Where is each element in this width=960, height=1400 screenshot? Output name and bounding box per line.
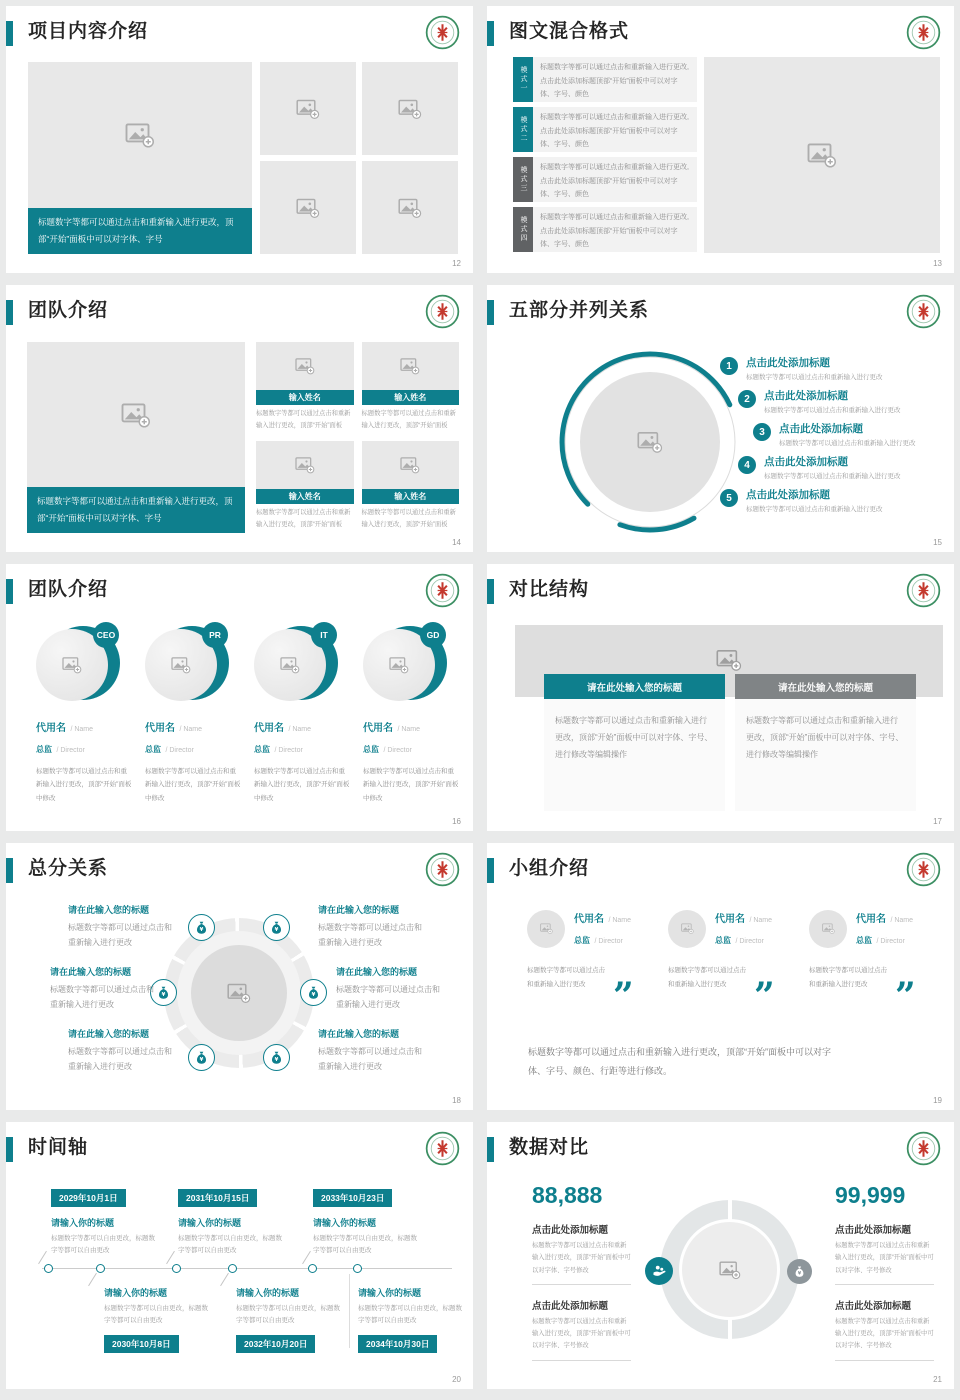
member-text: 标题数字等都可以通过点击和重新输入进行更改，顶部“开始”面板 [256,508,351,528]
section-text: 标题数字等都可以通过点击和重新输入进行更改，顶部“开始”面板中可以对字体、字号修改 [835,1316,934,1361]
timeline-event [104,1286,222,1353]
image-add-icon [681,922,694,935]
university-logo-icon [425,294,460,329]
item-text: 标题数字等都可以通过点击和重新输入进行更改 [746,374,883,381]
image-add-icon [295,455,315,475]
column-header: 请在此处输入您的标题 [735,674,916,699]
member-card [362,342,460,432]
block-text: 标题数字等都可以通过点击和重新输入进行更改 [318,1047,422,1072]
number-badge: 5 [720,489,738,507]
timeline-event [178,1188,296,1258]
mode-tab: 模式四 [513,207,533,252]
numbered-item [720,487,916,513]
member-text: 标题数字等都可以通过点击和重新输入进行更改，顶部“开始”面板中修改 [254,768,350,802]
slide-title: 对比结构 [509,579,590,600]
stat-section [532,1222,631,1285]
event-date: 2029年10月1日 [51,1189,126,1207]
timeline-event [313,1188,431,1258]
slide-title: 数据对比 [509,1137,590,1158]
role-badge: PR [202,622,228,648]
numbered-item [753,421,916,447]
role-badge: GD [420,622,446,648]
title-accent-bar [487,579,494,604]
university-logo-icon [906,15,941,50]
page-number: 12 [452,259,461,268]
title-accent-bar [487,300,494,325]
event-text: 标题数字等都可以自由更改，标题数字等都可以自由更改 [236,1305,340,1325]
slide-title: 团队介绍 [28,579,109,600]
image-placeholder [362,441,460,489]
image-add-icon [295,356,315,376]
page-number: 15 [933,538,942,547]
block-heading: 请在此输入您的标题 [68,1029,150,1039]
block-text: 标题数字等都可以通过点击和重新输入进行更改 [68,1047,172,1072]
slide-five-parts[interactable] [487,285,954,552]
name-input-button: 输入姓名 [362,489,460,504]
stat-section [532,1298,631,1361]
image-add-icon [398,97,422,121]
slide-data-comparison[interactable] [487,1122,954,1389]
mode-text: 标题数字等都可以通过点击和重新输入进行更改,点击此处添加标题顶部“开始”面板中可以对字体、字号、颜色 [533,107,697,152]
image-placeholder-circle [580,372,720,512]
slide-title: 小组介绍 [509,858,590,879]
section-text: 标题数字等都可以通过点击和重新输入进行更改，顶部“开始”面板中可以对字体、字号修改 [532,1240,631,1285]
item-text: 标题数字等都可以通过点击和重新输入进行更改 [764,473,901,480]
section-heading: 点击此处添加标题 [532,1300,609,1312]
block-heading: 请在此输入您的标题 [318,905,400,915]
name-input-button: 输入姓名 [362,390,460,405]
numbered-item [720,355,916,381]
column-header: 请在此处输入您的标题 [544,674,725,699]
university-logo-icon [906,1131,941,1166]
member-text: 标题数字等都可以通过点击和重新输入进行更改，顶部“开始”面板 [361,508,456,528]
mode-text: 标题数字等都可以通过点击和重新输入进行更改,点击此处添加标题顶部“开始”面板中可以对字体、字号、颜色 [533,57,697,102]
member-name-en: / Name [608,917,632,924]
title-accent-bar [6,300,13,325]
column-body: 标题数字等都可以通过点击和重新输入进行更改，顶部“开始”面板中可以对字体、字号、进行修改等编辑操作 [735,699,916,811]
numbered-list [720,355,916,520]
image-add-icon [280,655,300,675]
title-accent-bar [487,858,494,883]
mode-row [513,207,697,252]
university-logo-icon [906,852,941,887]
section-text: 标题数字等都可以通过点击和重新输入进行更改，顶部“开始”面板中可以对字体、字号修改 [532,1316,631,1361]
event-text: 标题数字等都可以自由更改，标题数字等都可以自由更改 [51,1235,155,1255]
member-role-en: / Director [274,747,303,754]
section-heading: 点击此处添加标题 [532,1225,609,1236]
image-add-icon [719,1259,741,1281]
stat-number: 88,888 [532,1182,603,1208]
title-accent-bar [6,579,13,604]
timeline-dot [172,1264,181,1273]
member-card [256,441,354,531]
university-logo-icon [425,15,460,50]
section-heading: 点击此处添加标题 [835,1225,912,1236]
image-add-icon [400,455,420,475]
slide-hub-spoke[interactable] [6,843,473,1110]
avatar [145,626,231,706]
member-role: 总监 [363,745,379,754]
member-text: 标题数字等都可以通过点击和重新输入进行更改 [809,967,887,988]
slide-group-intro[interactable] [487,843,954,1110]
image-caption: 标题数字等都可以通过点击和重新输入进行更改，顶部“开始”面板中可以对字体、字号 [28,208,252,254]
member-text: 标题数字等都可以通过点击和重新输入进行更改，顶部“开始”面板中修改 [145,768,241,802]
numbered-item [738,388,916,414]
title-accent-bar [6,21,13,46]
member-text: 标题数字等都可以通过点击和重新输入进行更改，顶部“开始”面板 [361,410,456,429]
member-text: 标题数字等都可以通过点击和重新输入进行更改 [527,967,605,988]
image-add-icon [296,97,320,121]
name-input-button: 输入姓名 [256,390,354,405]
slide-title: 图文混合格式 [509,21,630,42]
event-text: 标题数字等都可以自由更改，标题数字等都可以自由更改 [358,1305,462,1325]
member-role-en: / Director [383,747,412,754]
quote-icon: ” [754,975,775,1017]
mode-row [513,107,697,152]
image-add-icon [398,196,422,220]
member-name: 代用名 [254,723,284,734]
timeline-dot [353,1264,362,1273]
timeline-dot [228,1264,237,1273]
image-add-icon [62,655,82,675]
image-add-icon [540,922,553,935]
member-name-en: / Name [890,917,914,924]
title-accent-bar [487,1137,494,1162]
block-text: 标题数字等都可以通过点击和重新输入进行更改 [318,923,422,948]
university-logo-icon [906,294,941,329]
slide-mixed-layout[interactable] [487,6,954,273]
event-heading: 请输入你的标题 [313,1218,377,1228]
image-add-icon [807,140,837,170]
member-role-en: / Director [594,938,623,945]
event-text: 标题数字等都可以自由更改，标题数字等都可以自由更改 [104,1305,208,1325]
mode-text: 标题数字等都可以通过点击和重新输入进行更改,点击此处添加标题顶部“开始”面板中可以对字体、字号、颜色 [533,207,697,252]
member-role-en: / Director [735,938,764,945]
section-heading: 点击此处添加标题 [835,1300,912,1312]
image-add-icon [171,655,191,675]
event-date: 2030年10月8日 [104,1335,179,1353]
avatar [36,626,122,706]
block-heading: 请在此输入您的标题 [50,967,132,977]
spoke-block [68,903,178,950]
page-number: 13 [933,259,942,268]
image-placeholder [704,57,940,253]
item-heading: 点击此处添加标题 [746,357,830,369]
timeline-dot [96,1264,105,1273]
member-columns [36,626,463,805]
event-date: 2032年10月20日 [236,1335,315,1353]
member-name: 代用名 [36,723,66,734]
page-number: 19 [933,1096,942,1105]
item-text: 标题数字等都可以通过点击和重新输入进行更改 [764,407,901,414]
item-heading: 点击此处添加标题 [779,423,863,435]
timeline-dot [44,1264,53,1273]
image-add-icon [121,400,151,430]
mode-tab: 模式二 [513,107,533,152]
mode-tab: 模式三 [513,157,533,202]
image-placeholder [256,441,354,489]
image-add-icon [227,981,251,1005]
member-card-grid [256,342,459,531]
money-bag-icon [263,1044,290,1071]
section-text: 标题数字等都可以通过点击和重新输入进行更改，顶部“开始”面板中可以对字体、字号修改 [835,1240,934,1285]
event-text: 标题数字等都可以自由更改，标题数字等都可以自由更改 [313,1235,417,1255]
member-role: 总监 [715,936,731,945]
member-name: 代用名 [715,914,745,925]
title-accent-bar [6,1137,13,1162]
image-caption: 标题数字等都可以通过点击和重新输入进行更改，顶部“开始”面板中可以对字体、字号 [27,487,245,533]
timeline-event [358,1286,473,1353]
quote-icon: ” [613,975,634,1017]
comparison-column-right [735,674,916,811]
avatar-photo-placeholder [527,910,565,948]
image-placeholder-circle [191,945,287,1041]
money-bag-icon [188,914,215,941]
spoke-block [68,1027,178,1074]
page-number: 14 [452,538,461,547]
slide-title: 团队介绍 [28,300,109,321]
stat-number: 99,999 [835,1182,906,1208]
numbered-item [738,454,916,480]
mode-tab: 模式一 [513,57,533,102]
image-placeholder [362,161,458,254]
member-card [362,441,460,531]
member-name-en: / Name [749,917,773,924]
item-text: 标题数字等都可以通过点击和重新输入进行更改 [746,506,883,513]
timeline-event [236,1286,354,1353]
university-logo-icon [906,573,941,608]
event-heading: 请输入你的标题 [236,1288,300,1298]
member-column [145,626,245,805]
member-role-en: / Director [165,747,194,754]
timeline-dot [308,1264,317,1273]
block-text: 标题数字等都可以通过点击和重新输入进行更改 [336,985,440,1010]
timeline-connector [220,1273,229,1286]
group-member [809,909,941,1017]
hand-coins-icon [645,1257,673,1285]
slide-project-content-intro[interactable] [6,6,473,273]
number-badge: 2 [738,390,756,408]
slide-team-intro-photos[interactable] [6,285,473,552]
image-placeholder [27,342,245,487]
slide-comparison[interactable] [487,564,954,831]
member-text: 标题数字等都可以通过点击和重新输入进行更改，顶部“开始”面板 [256,410,351,429]
item-text: 标题数字等都可以通过点击和重新输入进行更改 [779,440,916,447]
slide-team-intro-roles[interactable] [6,564,473,831]
quote-icon: ” [895,975,916,1017]
number-badge: 3 [753,423,771,441]
member-column [254,626,354,805]
stat-column-left [532,1182,631,1361]
image-placeholder [362,62,458,155]
member-role-en: / Director [876,938,905,945]
image-add-icon [637,429,663,455]
page-number: 21 [933,1375,942,1384]
university-logo-icon [425,852,460,887]
image-add-icon [389,655,409,675]
image-tile-grid [260,62,458,254]
event-date: 2033年10月23日 [313,1189,392,1207]
member-column [36,626,136,805]
event-heading: 请输入你的标题 [51,1218,115,1228]
member-card [256,342,354,432]
page-number: 20 [452,1375,461,1384]
avatar [254,626,340,706]
title-accent-bar [6,858,13,883]
image-placeholder [260,62,356,155]
member-role-en: / Director [56,747,85,754]
page-number: 18 [452,1096,461,1105]
image-placeholder [256,342,354,390]
image-placeholder [362,342,460,390]
item-heading: 点击此处添加标题 [764,390,848,402]
mode-list [513,57,697,252]
member-role: 总监 [254,745,270,754]
event-date: 2031年10月15日 [178,1189,257,1207]
image-placeholder [260,161,356,254]
group-member [527,909,659,1017]
block-heading: 请在此输入您的标题 [336,967,418,977]
university-logo-icon [425,1131,460,1166]
member-name: 代用名 [856,914,886,925]
block-heading: 请在此输入您的标题 [68,905,150,915]
item-heading: 点击此处添加标题 [746,489,830,501]
column-body: 标题数字等都可以通过点击和重新输入进行更改，顶部“开始”面板中可以对字体、字号、进行修改等编辑操作 [544,699,725,811]
member-role: 总监 [145,745,161,754]
image-add-icon [296,196,320,220]
timeline-connector [88,1273,97,1286]
member-name-en: / Name [179,726,203,733]
member-name: 代用名 [145,723,175,734]
slide-title: 五部分并列关系 [509,300,650,321]
item-heading: 点击此处添加标题 [764,456,848,468]
member-text: 标题数字等都可以通过点击和重新输入进行更改，顶部“开始”面板中修改 [36,768,132,802]
avatar-photo-placeholder [809,910,847,948]
slide-title: 时间轴 [28,1137,89,1158]
image-placeholder [28,62,252,208]
event-heading: 请输入你的标题 [358,1288,422,1298]
slide-timeline[interactable] [6,1122,473,1389]
member-role: 总监 [574,936,590,945]
money-bag-icon [300,979,327,1006]
image-add-icon [400,356,420,376]
member-name: 代用名 [363,723,393,734]
spoke-block [318,903,428,950]
image-add-icon [716,647,742,673]
spoke-block [50,965,160,1012]
comparison-column-left [544,674,725,811]
stat-section [835,1222,934,1285]
slide-footer-text: 标题数字等都可以通过点击和重新输入进行更改，顶部“开始”面板中可以对字体、字号、颜色、行距等进行修改。 [528,1047,831,1076]
event-date: 2034年10月30日 [358,1335,437,1353]
group-member [668,909,800,1017]
image-add-icon [822,922,835,935]
member-text: 标题数字等都可以通过点击和重新输入进行更改 [668,967,746,988]
member-text: 标题数字等都可以通过点击和重新输入进行更改，顶部“开始”面板中修改 [363,768,459,802]
avatar [363,626,449,706]
block-text: 标题数字等都可以通过点击和重新输入进行更改 [68,923,172,948]
member-column [363,626,463,805]
image-add-icon [125,120,155,150]
member-role: 总监 [856,936,872,945]
role-badge: CEO [93,622,119,648]
spoke-block [336,965,446,1012]
timeline-event [51,1188,169,1258]
mode-row [513,57,697,102]
money-bag-icon [787,1259,812,1284]
block-text: 标题数字等都可以通过点击和重新输入进行更改 [50,985,154,1010]
event-heading: 请输入你的标题 [104,1288,168,1298]
stat-section [835,1298,934,1361]
role-badge: IT [311,622,337,648]
avatar-photo-placeholder [668,910,706,948]
timeline-connector [302,1251,311,1264]
title-accent-bar [487,21,494,46]
member-name-en: / Name [288,726,312,733]
number-badge: 1 [720,357,738,375]
event-heading: 请输入你的标题 [178,1218,242,1228]
slide-title: 项目内容介绍 [28,21,149,42]
member-name: 代用名 [574,914,604,925]
member-name-en: / Name [70,726,94,733]
spoke-block [318,1027,428,1074]
stat-column-right [835,1182,934,1361]
page-number: 17 [933,817,942,826]
money-bag-icon [263,914,290,941]
mode-row [513,157,697,202]
block-heading: 请在此输入您的标题 [318,1029,400,1039]
image-placeholder-circle [679,1219,780,1320]
event-text: 标题数字等都可以自由更改，标题数字等都可以自由更改 [178,1235,282,1255]
member-name-en: / Name [397,726,421,733]
slide-title: 总分关系 [28,858,109,879]
mode-text: 标题数字等都可以通过点击和重新输入进行更改,点击此处添加标题顶部“开始”面板中可以对字体、字号、颜色 [533,157,697,202]
member-role: 总监 [36,745,52,754]
university-logo-icon [425,573,460,608]
money-bag-icon [188,1044,215,1071]
name-input-button: 输入姓名 [256,489,354,504]
number-badge: 4 [738,456,756,474]
timeline-connector [38,1251,47,1264]
page-number: 16 [452,817,461,826]
